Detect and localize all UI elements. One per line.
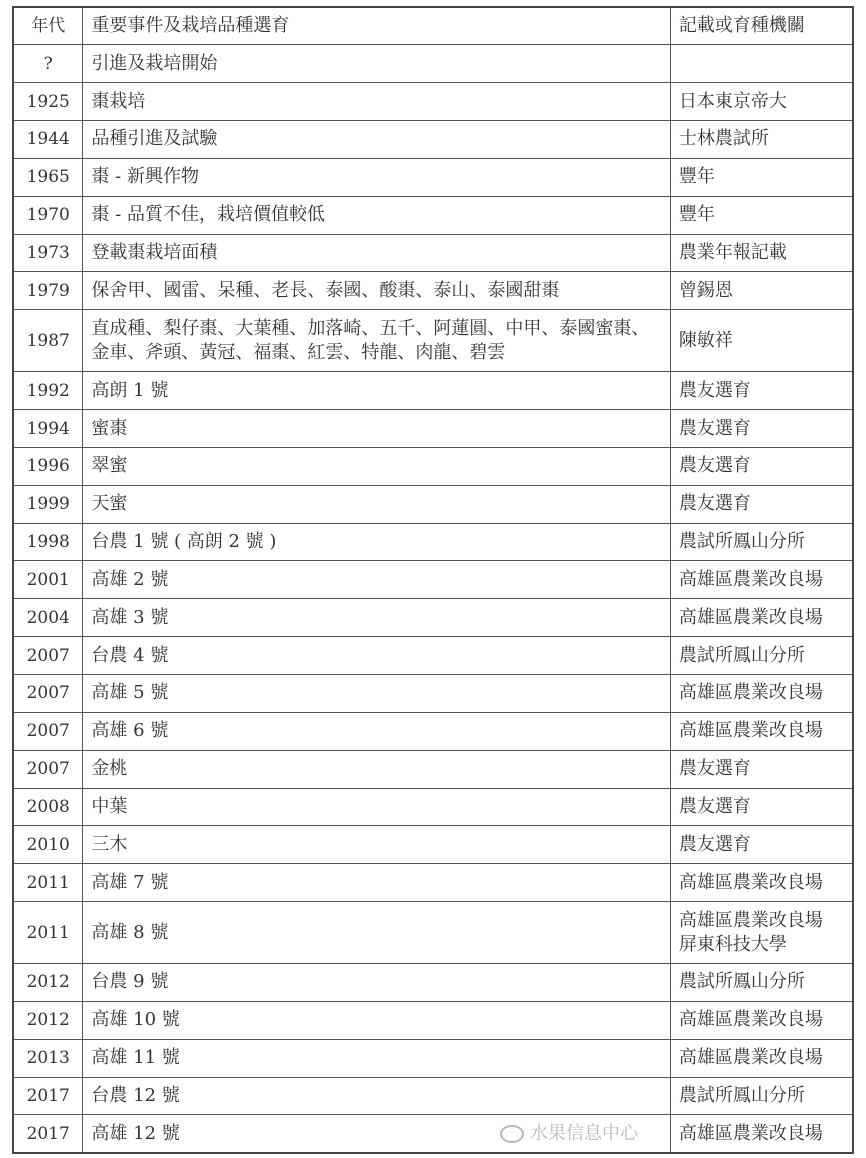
table-row	[13, 561, 853, 599]
org-cell: 高雄區農業改良場	[670, 1115, 853, 1153]
org-cell: 農業年報記載	[670, 234, 853, 272]
year-cell: 2004	[13, 599, 83, 637]
wechat-icon	[500, 1125, 524, 1143]
variety-history-table	[12, 6, 854, 1154]
table-row	[13, 637, 853, 675]
event-cell: 台農 9 號	[83, 964, 670, 1002]
org-cell: 曾錫恩	[670, 272, 853, 310]
event-cell: 高雄 5 號	[83, 675, 670, 713]
org-cell: 高雄區農業改良場	[670, 561, 853, 599]
table-row	[13, 1039, 853, 1077]
org-cell: 高雄區農業改良場	[670, 712, 853, 750]
event-cell: 蜜棗	[83, 410, 670, 448]
year-cell: 2011	[13, 864, 83, 902]
table-row	[13, 523, 853, 561]
org-cell: 農試所鳳山分所	[670, 964, 853, 1002]
org-cell: 農友選育	[670, 485, 853, 523]
event-cell: 三木	[83, 826, 670, 864]
event-cell: 直成種、梨仔棗、大葉種、加落崎、五千、阿蓮圓、中甲、泰國蜜棗、金車、斧頭、黃冠、福棗、紅雲、特龍、肉龍、碧雲	[83, 310, 670, 372]
table-row	[13, 864, 853, 902]
event-cell: 高雄 8 號	[83, 902, 670, 964]
org-cell: 農試所鳳山分所	[670, 1077, 853, 1115]
year-cell: 1996	[13, 447, 83, 485]
year-cell: 1998	[13, 523, 83, 561]
event-cell: 棗栽培	[83, 83, 670, 121]
event-cell: 高雄 6 號	[83, 712, 670, 750]
table-row	[13, 83, 853, 121]
event-cell: 登載棗栽培面積	[83, 234, 670, 272]
event-cell: 高雄 10 號	[83, 1001, 670, 1039]
event-cell: 金桃	[83, 750, 670, 788]
watermark	[500, 1122, 638, 1146]
org-cell: 高雄區農業改良場	[670, 1039, 853, 1077]
event-cell: 高朗 1 號	[83, 372, 670, 410]
table-row	[13, 675, 853, 713]
table-row	[13, 1077, 853, 1115]
year-cell: 2011	[13, 902, 83, 964]
event-cell: 高雄 12 號	[83, 1115, 670, 1153]
year-cell: 2007	[13, 675, 83, 713]
org-cell: 高雄區農業改良場	[670, 864, 853, 902]
year-cell: 1970	[13, 196, 83, 234]
event-cell: 棗 - 新興作物	[83, 158, 670, 196]
org-cell: 農友選育	[670, 750, 853, 788]
org-cell: 日本東京帝大	[670, 83, 853, 121]
table-row	[13, 712, 853, 750]
event-cell: 高雄 2 號	[83, 561, 670, 599]
event-cell: 天蜜	[83, 485, 670, 523]
table-row	[13, 788, 853, 826]
event-cell: 高雄 3 號	[83, 599, 670, 637]
org-cell: 農友選育	[670, 410, 853, 448]
table-row	[13, 196, 853, 234]
table-row	[13, 964, 853, 1002]
event-cell: 高雄 11 號	[83, 1039, 670, 1077]
org-cell: 陳敏祥	[670, 310, 853, 372]
year-cell: 2007	[13, 637, 83, 675]
event-cell: 高雄 7 號	[83, 864, 670, 902]
table-row	[13, 1115, 853, 1153]
org-cell: 高雄區農業改良場	[670, 1001, 853, 1039]
header-org: 記載或育種機關	[670, 7, 853, 45]
table-row	[13, 410, 853, 448]
org-cell: 農友選育	[670, 826, 853, 864]
table-row	[13, 902, 853, 964]
year-cell: 2012	[13, 1001, 83, 1039]
org-cell: 豐年	[670, 158, 853, 196]
year-cell: 1994	[13, 410, 83, 448]
table-row	[13, 272, 853, 310]
year-cell: 2013	[13, 1039, 83, 1077]
event-cell: 中葉	[83, 788, 670, 826]
year-cell: 2008	[13, 788, 83, 826]
header-event: 重要事件及栽培品種選育	[83, 7, 670, 45]
org-cell: 士林農試所	[670, 121, 853, 159]
org-cell: 農試所鳳山分所	[670, 523, 853, 561]
table-row	[13, 234, 853, 272]
year-cell: 2017	[13, 1115, 83, 1153]
table-row	[13, 826, 853, 864]
watermark-text: 水果信息中心	[530, 1123, 638, 1144]
event-cell: 保舍甲、國雷、呆種、老長、泰國、酸棗、泰山、泰國甜棗	[83, 272, 670, 310]
table-row	[13, 750, 853, 788]
table-row	[13, 1001, 853, 1039]
org-cell	[670, 45, 853, 83]
year-cell: 1992	[13, 372, 83, 410]
event-cell: 棗 - 品質不佳，栽培價值較低	[83, 196, 670, 234]
org-cell: 高雄區農業改良場	[670, 599, 853, 637]
table-row	[13, 310, 853, 372]
org-cell: 高雄區農業改良場	[670, 675, 853, 713]
year-cell: 1965	[13, 158, 83, 196]
org-cell: 農試所鳳山分所	[670, 637, 853, 675]
org-cell: 農友選育	[670, 447, 853, 485]
event-cell: 台農 1 號 ( 高朗 2 號 )	[83, 523, 670, 561]
year-cell: 1925	[13, 83, 83, 121]
year-cell: 2001	[13, 561, 83, 599]
table-row	[13, 121, 853, 159]
org-cell: 農友選育	[670, 788, 853, 826]
year-cell: 2007	[13, 712, 83, 750]
org-cell: 農友選育	[670, 372, 853, 410]
header-year: 年代	[13, 7, 83, 45]
table-row	[13, 372, 853, 410]
year-cell: 2010	[13, 826, 83, 864]
year-cell: 1944	[13, 121, 83, 159]
table-row	[13, 45, 853, 83]
year-cell: 2007	[13, 750, 83, 788]
year-cell: 2012	[13, 964, 83, 1002]
org-cell: 豐年	[670, 196, 853, 234]
org-cell: 高雄區農業改良場 屏東科技大學	[670, 902, 853, 964]
table-header-row	[13, 7, 853, 45]
year-cell: ?	[13, 45, 83, 83]
year-cell: 1987	[13, 310, 83, 372]
table-row	[13, 158, 853, 196]
year-cell: 2017	[13, 1077, 83, 1115]
event-cell: 台農 4 號	[83, 637, 670, 675]
event-cell: 翠蜜	[83, 447, 670, 485]
event-cell: 品種引進及試驗	[83, 121, 670, 159]
event-cell: 引進及栽培開始	[83, 45, 670, 83]
table-row	[13, 485, 853, 523]
event-cell: 台農 12 號	[83, 1077, 670, 1115]
table-row	[13, 599, 853, 637]
year-cell: 1979	[13, 272, 83, 310]
year-cell: 1999	[13, 485, 83, 523]
table-row	[13, 447, 853, 485]
year-cell: 1973	[13, 234, 83, 272]
